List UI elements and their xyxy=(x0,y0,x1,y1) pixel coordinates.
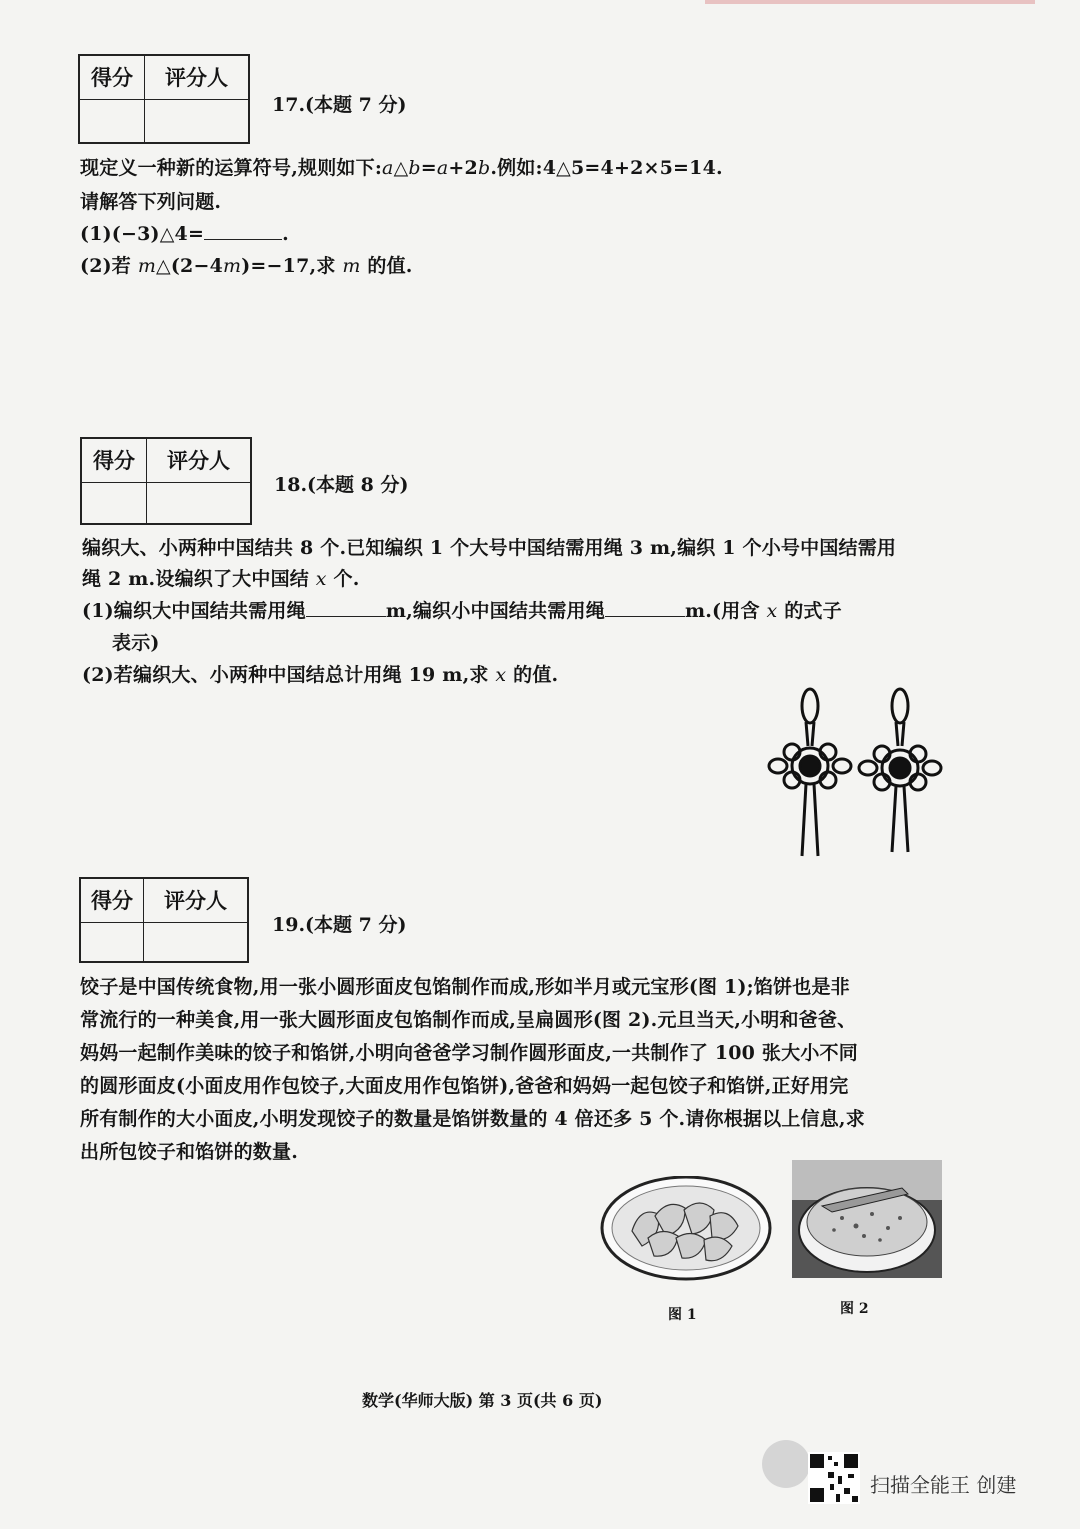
grader-header: 评分人 xyxy=(144,878,249,922)
grader-cell xyxy=(145,99,250,143)
q19-header: 19.(本题 7 分) xyxy=(272,914,407,936)
top-edge-stripe xyxy=(705,0,1035,4)
score-header: 得分 xyxy=(79,55,145,99)
q18-line1: 编织大、小两种中国结共 8 个.已知编织 1 个大号中国结需用绳 3 m,编织 1 个小号中国结需用 xyxy=(82,537,897,559)
q19-line: 所有制作的大小面皮,小明发现饺子的数量是馅饼数量的 4 倍还多 5 个.请你根据以上信息,求 xyxy=(80,1108,865,1130)
score-cell xyxy=(81,482,147,524)
answer-blank[interactable] xyxy=(306,598,386,617)
q18-header: 18.(本题 8 分) xyxy=(274,474,409,496)
answer-blank[interactable] xyxy=(605,598,685,617)
score-table-19 xyxy=(79,877,249,963)
q17-rule-line: 现定义一种新的运算符号,规则如下:a△b=a+2b.例如:4△5=4+2×5=14. xyxy=(80,157,723,179)
q19-line: 出所包饺子和馅饼的数量. xyxy=(80,1141,299,1163)
q17-header: 17.(本题 7 分) xyxy=(272,94,407,116)
grader-cell xyxy=(147,482,252,524)
q19-line: 的圆形面皮(小面皮用作包饺子,大面皮用作包馅饼),爸爸和妈妈一起包饺子和馅饼,正好用完 xyxy=(80,1075,849,1097)
chinese-knots-illustration xyxy=(762,686,947,866)
grader-header: 评分人 xyxy=(147,438,252,482)
q18-part1-cont: 表示) xyxy=(112,632,160,654)
score-cell xyxy=(79,99,145,143)
page-footer: 数学(华师大版) 第 3 页(共 6 页) xyxy=(362,1391,603,1410)
score-table-18 xyxy=(80,437,252,525)
figure-2-caption: 图 2 xyxy=(840,1301,869,1317)
dumplings-photo xyxy=(600,1176,772,1281)
q17-part2: (2)若 m△(2−4m)=−17,求 m 的值. xyxy=(80,255,413,277)
q17-part1: (1)(−3)△4= . xyxy=(80,223,289,245)
pie-photo xyxy=(792,1160,942,1278)
q18-line2: 绳 2 m.设编织了大中国结 x 个. xyxy=(82,568,360,590)
grader-header: 评分人 xyxy=(145,55,250,99)
q19-line: 饺子是中国传统食物,用一张小圆形面皮包馅制作而成,形如半月或元宝形(图 1);馅饼也是非 xyxy=(80,976,850,998)
score-cell xyxy=(80,922,144,962)
q18-part2: (2)若编织大、小两种中国结总计用绳 19 m,求 x 的值. xyxy=(82,664,559,686)
figure-1-caption: 图 1 xyxy=(668,1307,697,1323)
qr-code-icon xyxy=(808,1452,860,1504)
score-header: 得分 xyxy=(81,438,147,482)
q17-instruction: 请解答下列问题. xyxy=(80,191,222,213)
q19-line: 妈妈一起制作美味的饺子和馅饼,小明向爸爸学习制作圆形面皮,一共制作了 100 张大小不同 xyxy=(80,1042,858,1064)
answer-blank[interactable] xyxy=(204,221,282,240)
score-header: 得分 xyxy=(80,878,144,922)
q19-line: 常流行的一种美食,用一张大圆形面皮包馅制作而成,呈扁圆形(图 2).元旦当天,小明和爸爸、 xyxy=(80,1009,857,1031)
q18-part1: (1)编织大中国结共需用绳 m,编织小中国结共需用绳 m.(用含 x 的式子 xyxy=(82,600,842,622)
app-logo-icon xyxy=(762,1440,810,1488)
grader-cell xyxy=(144,922,249,962)
scanner-watermark: 扫描全能王 创建 xyxy=(870,1473,1017,1497)
score-table-17 xyxy=(78,54,250,144)
